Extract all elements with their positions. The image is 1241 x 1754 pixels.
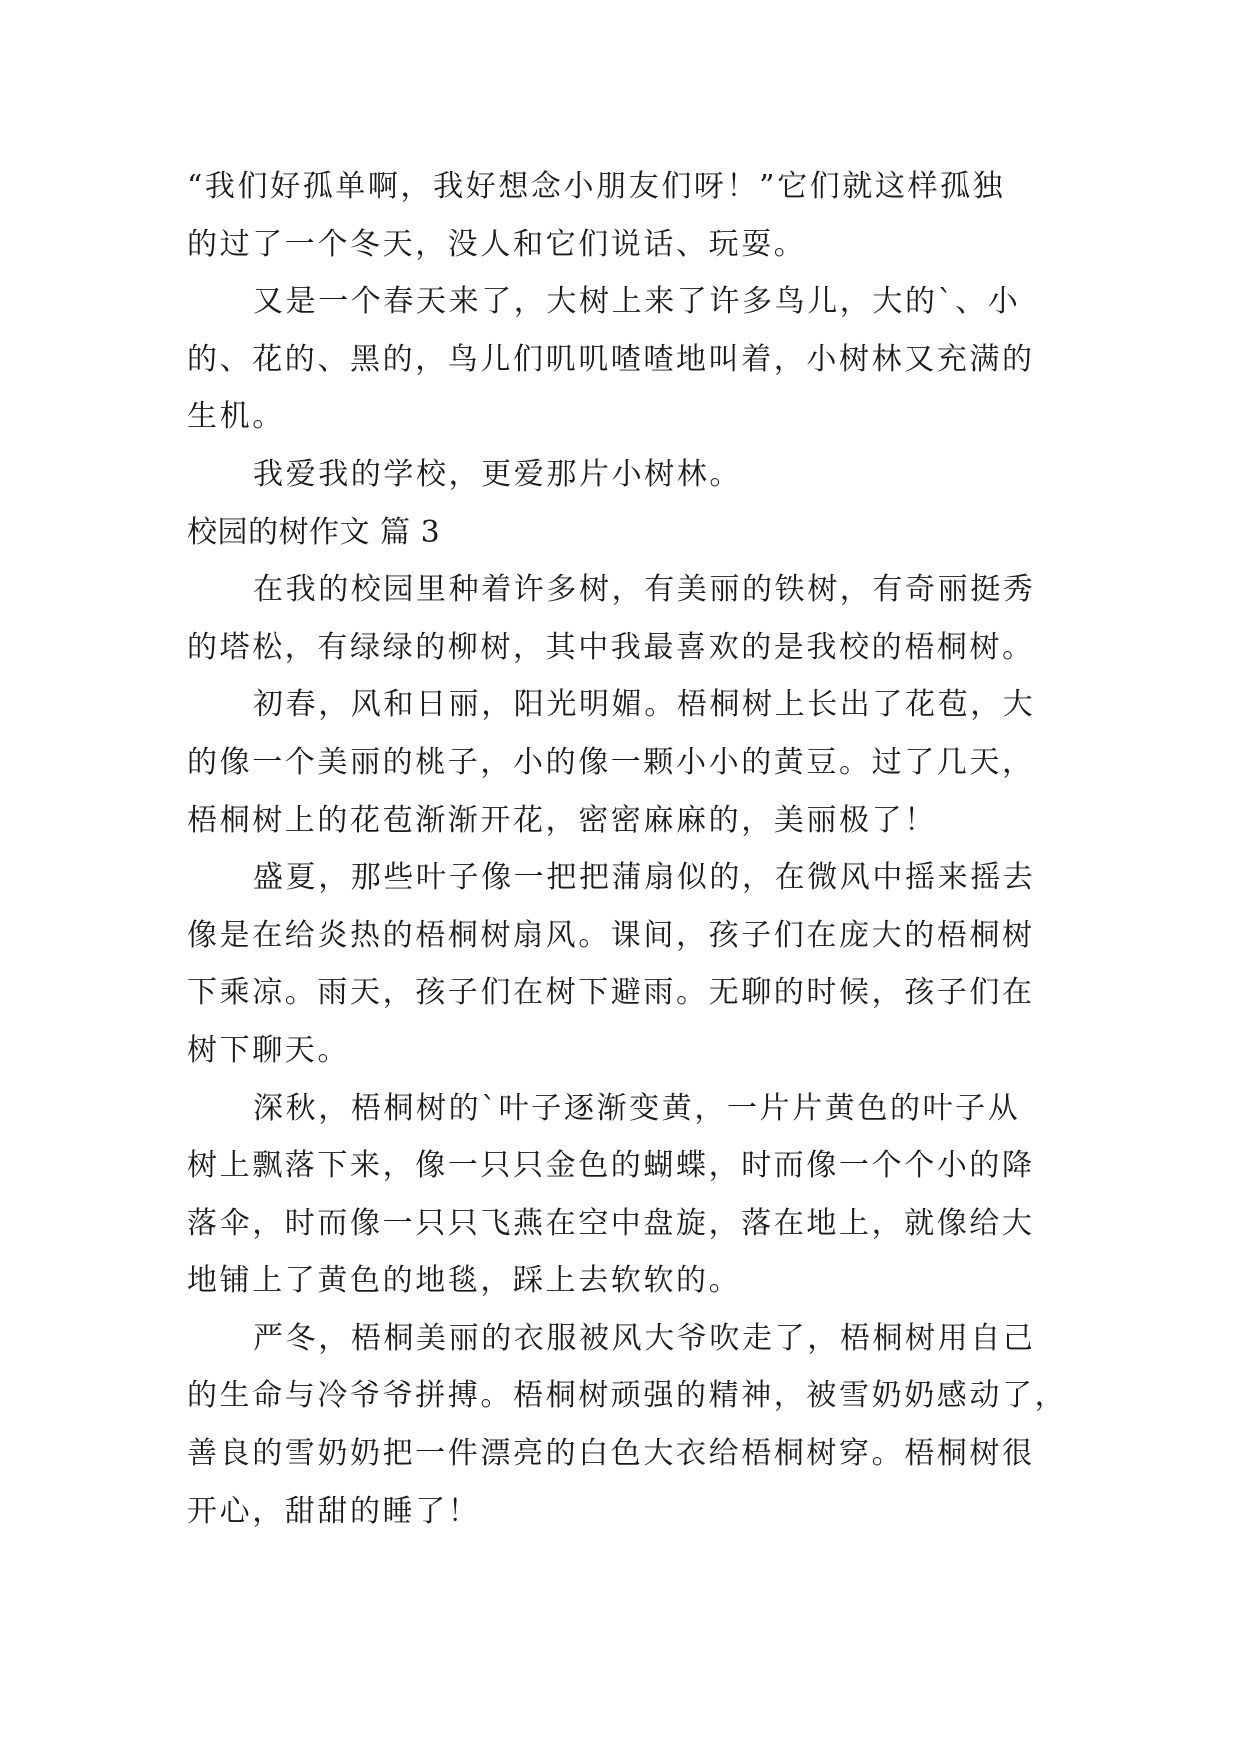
text-line: 我爱我的学校，更爱那片小树林。 <box>253 456 742 492</box>
text-line: 下乘凉。雨天，孩子们在树下避雨。无聊的时候，孩子们在 <box>187 975 1035 1011</box>
text-line: 梧桐树上的花苞渐渐开花，密密麻麻的，美丽极了！ <box>187 802 937 838</box>
document-body <box>187 158 1068 1540</box>
text-line: 生机。 <box>187 399 285 435</box>
text-line: 的像一个美丽的桃子，小的像一颗小小的黄豆。过了几天， <box>187 744 1035 780</box>
text-line: 树上飘落下来，像一只只金色的蝴蝶，时而像一个个小的降 <box>187 1148 1035 1184</box>
section-heading: 校园的树作文 篇 3 <box>187 514 441 550</box>
text-line: 的、花的、黑的，鸟儿们叽叽喳喳地叫着，小树林又充满的 <box>187 341 1035 377</box>
text-line: 初春，风和日丽，阳光明媚。梧桐树上长出了花苞，大 <box>253 687 1036 723</box>
text-line: 落伞，时而像一只只飞燕在空中盘旋，落在地上，就像给大 <box>187 1205 1035 1241</box>
text-line: 开心，甜甜的睡了！ <box>187 1493 481 1529</box>
text-line: “我们好孤单啊，我好想念小朋友们呀！”它们就这样孤独 <box>187 169 1006 204</box>
text-line: 深秋，梧桐树的`叶子逐渐变黄，一片片黄色的叶子从 <box>253 1090 1021 1126</box>
text-line: 的生命与冷爷爷拼搏。梧桐树顽强的精神，被雪奶奶感动了， <box>187 1378 1068 1414</box>
text-line: 像是在给炎热的梧桐树扇风。课间，孩子们在庞大的梧桐树 <box>187 917 1035 953</box>
text-line: 树下聊天。 <box>187 1032 350 1068</box>
text-line: 的过了一个冬天，没人和它们说话、玩耍。 <box>187 226 807 262</box>
text-line: 在我的校园里种着许多树，有美丽的铁树，有奇丽挺秀 <box>253 572 1036 608</box>
text-line: 严冬，梧桐美丽的衣服被风大爷吹走了，梧桐树用自己 <box>253 1320 1036 1356</box>
text-line: 地铺上了黄色的地毯，踩上去软软的。 <box>187 1263 742 1299</box>
text-line: 的塔松，有绿绿的柳树，其中我最喜欢的是我校的梧桐树。 <box>187 629 1035 665</box>
text-line: 善良的雪奶奶把一件漂亮的白色大衣给梧桐树穿。梧桐树很 <box>187 1436 1035 1472</box>
text-line: 盛夏，那些叶子像一把把蒲扇似的，在微风中摇来摇去 <box>253 860 1036 896</box>
text-line: 又是一个春天来了，大树上来了许多鸟儿，大的`、小 <box>253 284 1021 320</box>
